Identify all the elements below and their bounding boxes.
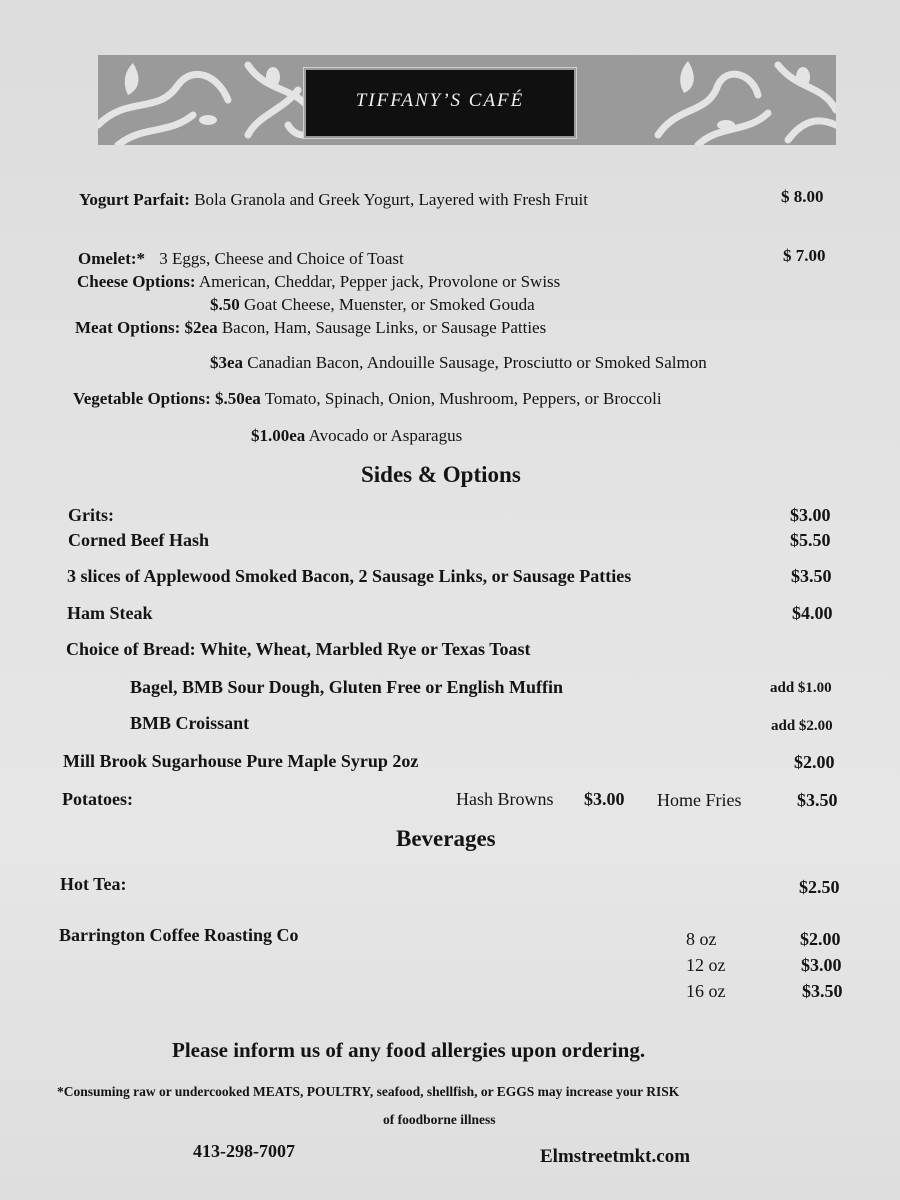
parfait-row <box>79 190 588 210</box>
coffee-price-16oz: $3.50 <box>802 981 843 1001</box>
sides-heading: Sides & Options <box>361 462 521 487</box>
ham-steak-price: $4.00 <box>792 603 833 623</box>
choice-of-bread-label: Choice of Bread: White, Wheat, Marbled Rye or Texas Toast <box>66 639 531 659</box>
bagel-label: Bagel, BMB Sour Dough, Gluten Free or English Muffin <box>130 677 564 697</box>
omelet-desc: 3 Eggs, Cheese and Choice of Toast <box>159 249 404 268</box>
omelet-price: $ 7.00 <box>783 246 826 265</box>
home-fries-label: Home Fries <box>657 790 742 810</box>
beverages-heading: Beverages <box>396 826 496 851</box>
vegetable-extra-price: $1.00ea <box>251 426 306 445</box>
hash-browns-label: Hash Browns <box>456 789 554 809</box>
website: Elmstreetmkt.com <box>540 1146 691 1167</box>
consumption-warning-line1: *Consuming raw or undercooked MEATS, POULTRY, seafood, shellfish, or EGGS may increase your RISK <box>57 1084 680 1099</box>
vegetable-options-label: Vegetable Options: $.50ea <box>73 389 261 408</box>
allergy-notice: Please inform us of any food allergies upon ordering. <box>172 1038 646 1062</box>
coffee-size-8oz: 8 oz <box>686 929 717 949</box>
coffee-label: Barrington Coffee Roasting Co <box>59 925 299 945</box>
vegetable-extra-desc: Avocado or Asparagus <box>308 426 463 445</box>
coffee-size-12oz: 12 oz <box>686 955 726 975</box>
cafe-title-box <box>306 70 574 136</box>
corned-beef-hash-price: $5.50 <box>790 530 831 550</box>
cheese-options-row <box>77 272 560 292</box>
parfait-desc: Bola Granola and Greek Yogurt, Layered with Fresh Fruit <box>194 190 588 209</box>
meat-options-desc: Bacon, Ham, Sausage Links, or Sausage Patties <box>221 318 547 337</box>
bacon-sausage-label: 3 slices of Applewood Smoked Bacon, 2 Sausage Links, or Sausage Patties <box>67 566 632 586</box>
hash-browns-price: $3.00 <box>584 789 625 809</box>
cheese-extra-price: $.50 <box>210 295 240 314</box>
omelet-row <box>78 249 404 269</box>
omelet-label: Omelet:* <box>78 249 146 268</box>
cheese-options-desc: American, Cheddar, Pepper jack, Provolone or Swiss <box>198 272 561 291</box>
parfait-price: $ 8.00 <box>781 187 824 206</box>
parfait-label: Yogurt Parfait: <box>79 190 190 209</box>
vegetable-options-desc: Tomato, Spinach, Onion, Mushroom, Peppers, or Broccoli <box>264 389 662 408</box>
maple-syrup-label: Mill Brook Sugarhouse Pure Maple Syrup 2oz <box>63 751 419 771</box>
bagel-price: add $1.00 <box>770 680 832 696</box>
ham-steak-label: Ham Steak <box>67 603 153 623</box>
cheese-extra-desc: Goat Cheese, Muenster, or Smoked Gouda <box>244 295 535 314</box>
grits-price: $3.00 <box>790 505 831 525</box>
meat-options-label: Meat Options: $2ea <box>75 318 218 337</box>
vegetable-extra-row <box>251 426 462 446</box>
consumption-warning-line2: of foodborne illness <box>383 1112 496 1127</box>
coffee-size-16oz: 16 oz <box>686 981 726 1001</box>
cheese-extra-row <box>210 295 535 315</box>
meat-extra-row <box>210 353 707 373</box>
croissant-price: add $2.00 <box>771 718 833 734</box>
meat-extra-price: $3ea <box>210 353 244 372</box>
coffee-price-8oz: $2.00 <box>800 929 841 949</box>
cafe-title: TIFFANY’S CAFÉ <box>355 90 525 111</box>
home-fries-price: $3.50 <box>797 790 838 810</box>
meat-options-row <box>75 318 546 338</box>
meat-extra-desc: Canadian Bacon, Andouille Sausage, Prosciutto or Smoked Salmon <box>247 353 707 372</box>
maple-syrup-price: $2.00 <box>794 752 835 772</box>
potatoes-label: Potatoes: <box>62 789 133 809</box>
vegetable-options-row <box>73 389 662 409</box>
phone-number: 413-298-7007 <box>193 1141 295 1161</box>
croissant-label: BMB Croissant <box>130 713 250 733</box>
bacon-sausage-price: $3.50 <box>791 566 832 586</box>
grits-label: Grits: <box>68 505 114 525</box>
corned-beef-hash-label: Corned Beef Hash <box>68 530 209 550</box>
coffee-price-12oz: $3.00 <box>801 955 842 975</box>
hot-tea-label: Hot Tea: <box>60 874 127 894</box>
hot-tea-price: $2.50 <box>799 877 840 897</box>
cheese-options-label: Cheese Options: <box>77 272 196 291</box>
